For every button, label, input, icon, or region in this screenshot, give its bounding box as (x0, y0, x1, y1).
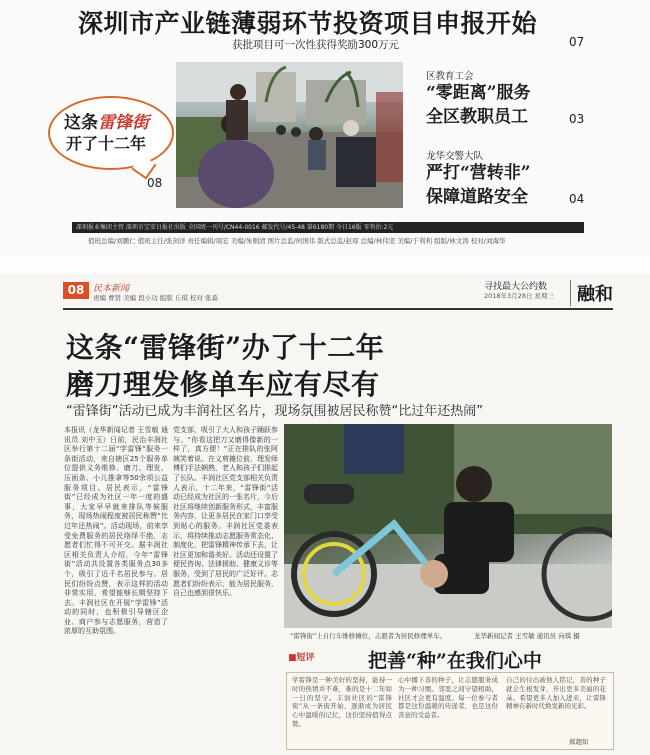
page-gap (0, 255, 650, 275)
teaser2-kicker: 龙华交警大队 (426, 151, 484, 162)
inner-editors: 责编 曹贤 美编 段小功 组版 丘琪 校对 张森 (93, 294, 218, 302)
comment-column-3: 自己的付出被他人铭记，善的种子就会生根发芽，开出更多美丽的花朵。希望更多人加入进来，让雷锋精神在新时代焕发新的光彩。 (506, 676, 606, 711)
teaser1-kicker: 区教育工会 (426, 71, 474, 82)
teaser2-line1[interactable]: 严打“营转非” (426, 163, 531, 183)
photo-caption: “雷锋街”上自行车维修摊位，志愿者为居民修理单车。 (290, 632, 447, 640)
photo-credit: 龙华新闻记者 王雪敏 通讯员 向琪 摄 (474, 632, 580, 640)
front-photo-barber (176, 62, 403, 208)
column-logo: 民本新闻 (93, 284, 130, 294)
article-subheadline: “雷锋街”活动已成为丰润社区名片，现场氛围被居民称赞“比过年还热闹” (66, 404, 483, 419)
article-photo-bike-repair (284, 424, 612, 628)
front-headline: 深圳市产业链薄弱环节投资项目申报开始 (78, 9, 538, 38)
bubble-page: 08 (147, 176, 163, 190)
teaser1-line2[interactable]: 全区教职员工 (426, 107, 528, 127)
masthead-info-bar: 深圳报业集团主管 深圳市宝安日报社出版 全国统一刊号/CN44-0016 邮发代号/45-48 第6180期 今日16版 零售价:2元 (72, 222, 584, 233)
inner-page-number: 08 (63, 282, 89, 299)
front-headline-sub: 获批项目可一次性获得奖励300万元 (232, 39, 400, 51)
teaser1-line1[interactable]: “零距离”服务 (426, 83, 531, 103)
article-headline-1[interactable]: 这条“雷锋街”办了十二年 (66, 331, 385, 364)
teaser2-page: 04 (569, 192, 585, 206)
teaser2-line2[interactable]: 保障道路安全 (426, 187, 528, 207)
bubble-line2[interactable]: 开了十二年 (66, 134, 147, 153)
comment-title[interactable]: 把善“种”在我们心中 (368, 650, 542, 672)
bike-repair-illustration (284, 424, 612, 628)
comment-tag: ■短评 (288, 653, 315, 663)
article-column-a: 本报讯（龙华新闻记者 王雪敏 通讯员 刘中玉）日前，民治丰润社区举行第十二届“学雷锋”服务一条街活动，来自辖区25个服务单位提供义务维修、磨刀、理发、压面条、小儿推拿等50余项公益服务项目。居民表示，“雷锋街”已经成为社区一年一度的盛事，大家早早就来排队等候服务，现场热闹程度被居民称赞“比过年还热闹”。活动现场，前来享受免费服务的居民络绎不绝，志愿者们忙得不可开交。据丰润社区相关负责人介绍，今年“雷锋街”活动共设置各类服务点30多个，吸引了近千名居民参与。居民们纷纷点赞，表示这样的活动非常实用，希望能够长期坚持下去。丰润社区在开展“学雷锋”活动的同时，也积极引导辖区企业、商户参与志愿服务，营造了浓厚的互助氛围。 (64, 426, 168, 636)
bubble-line1-a: 这条 (64, 113, 98, 133)
article-column-b: 党支部，吸引了大人和孩子踊跃参与。“你看这把刀又磨得像新的一样了，真方便！”正在排队的张阿姨笑着说。在义剪摊位前，理发师傅们手法娴熟，老人和孩子们排起了长队。丰润社区党支部相关负责人表示，十二年来，“雷锋街”活动已经成为社区的一张名片，今后社区将继续创新服务形式，丰富服务内容，让更多居民在家门口享受到贴心的服务。丰润社区党委表示，将持续推动志愿服务常态化、制度化，把雷锋精神传承下去，让社区更加和谐美好。活动还设置了便民咨询、法律援助、健康义诊等服务，受到了居民的广泛好评。志愿者们纷纷表示，能为居民服务，自己也感到很快乐。 (173, 426, 278, 598)
section-title: 融和 (570, 280, 613, 306)
comment-column-2: 心中播下善的种子，让志愿服务成为一种习惯。邻里之间守望相助，社区才会更有温度。每一位参与者都是这份温暖的传递者，也是这份善意的受益者。 (398, 676, 498, 720)
teaser1-page: 03 (569, 112, 585, 126)
barber-scene-illustration (176, 62, 403, 208)
inner-dateline: 2018年3月28日 星期三 (484, 292, 555, 300)
bubble-line1[interactable] (64, 108, 149, 133)
inner-slogan: 寻找最大公约数 (484, 282, 548, 292)
comment-column-1: 学雷锋是一种美好的坚持，能持一时的热情并不难，难的是十二年如一日的坚守。丰润社区的“雷锋街”从一条街开始，逐渐成为居民心中温暖的记忆，这份坚持值得点赞。 (292, 676, 392, 728)
front-headline-page: 07 (569, 35, 585, 49)
header-rule (63, 308, 613, 310)
article-headline-2[interactable]: 磨刀理发修单车应有尽有 (66, 368, 380, 401)
front-credits: 值班总编/刘鹏仁 值班主任/张剑洋 责任编辑/周宏 美编/朱刚清 图片总监/何国伟 版式总监/赵琼 总编/林伟坚 美编/于利利 组版/林文涛 校对/刘海华 (88, 237, 506, 245)
bubble-line1-red: 雷锋街 (98, 113, 149, 133)
comment-signature: 郑超知 (569, 738, 589, 746)
